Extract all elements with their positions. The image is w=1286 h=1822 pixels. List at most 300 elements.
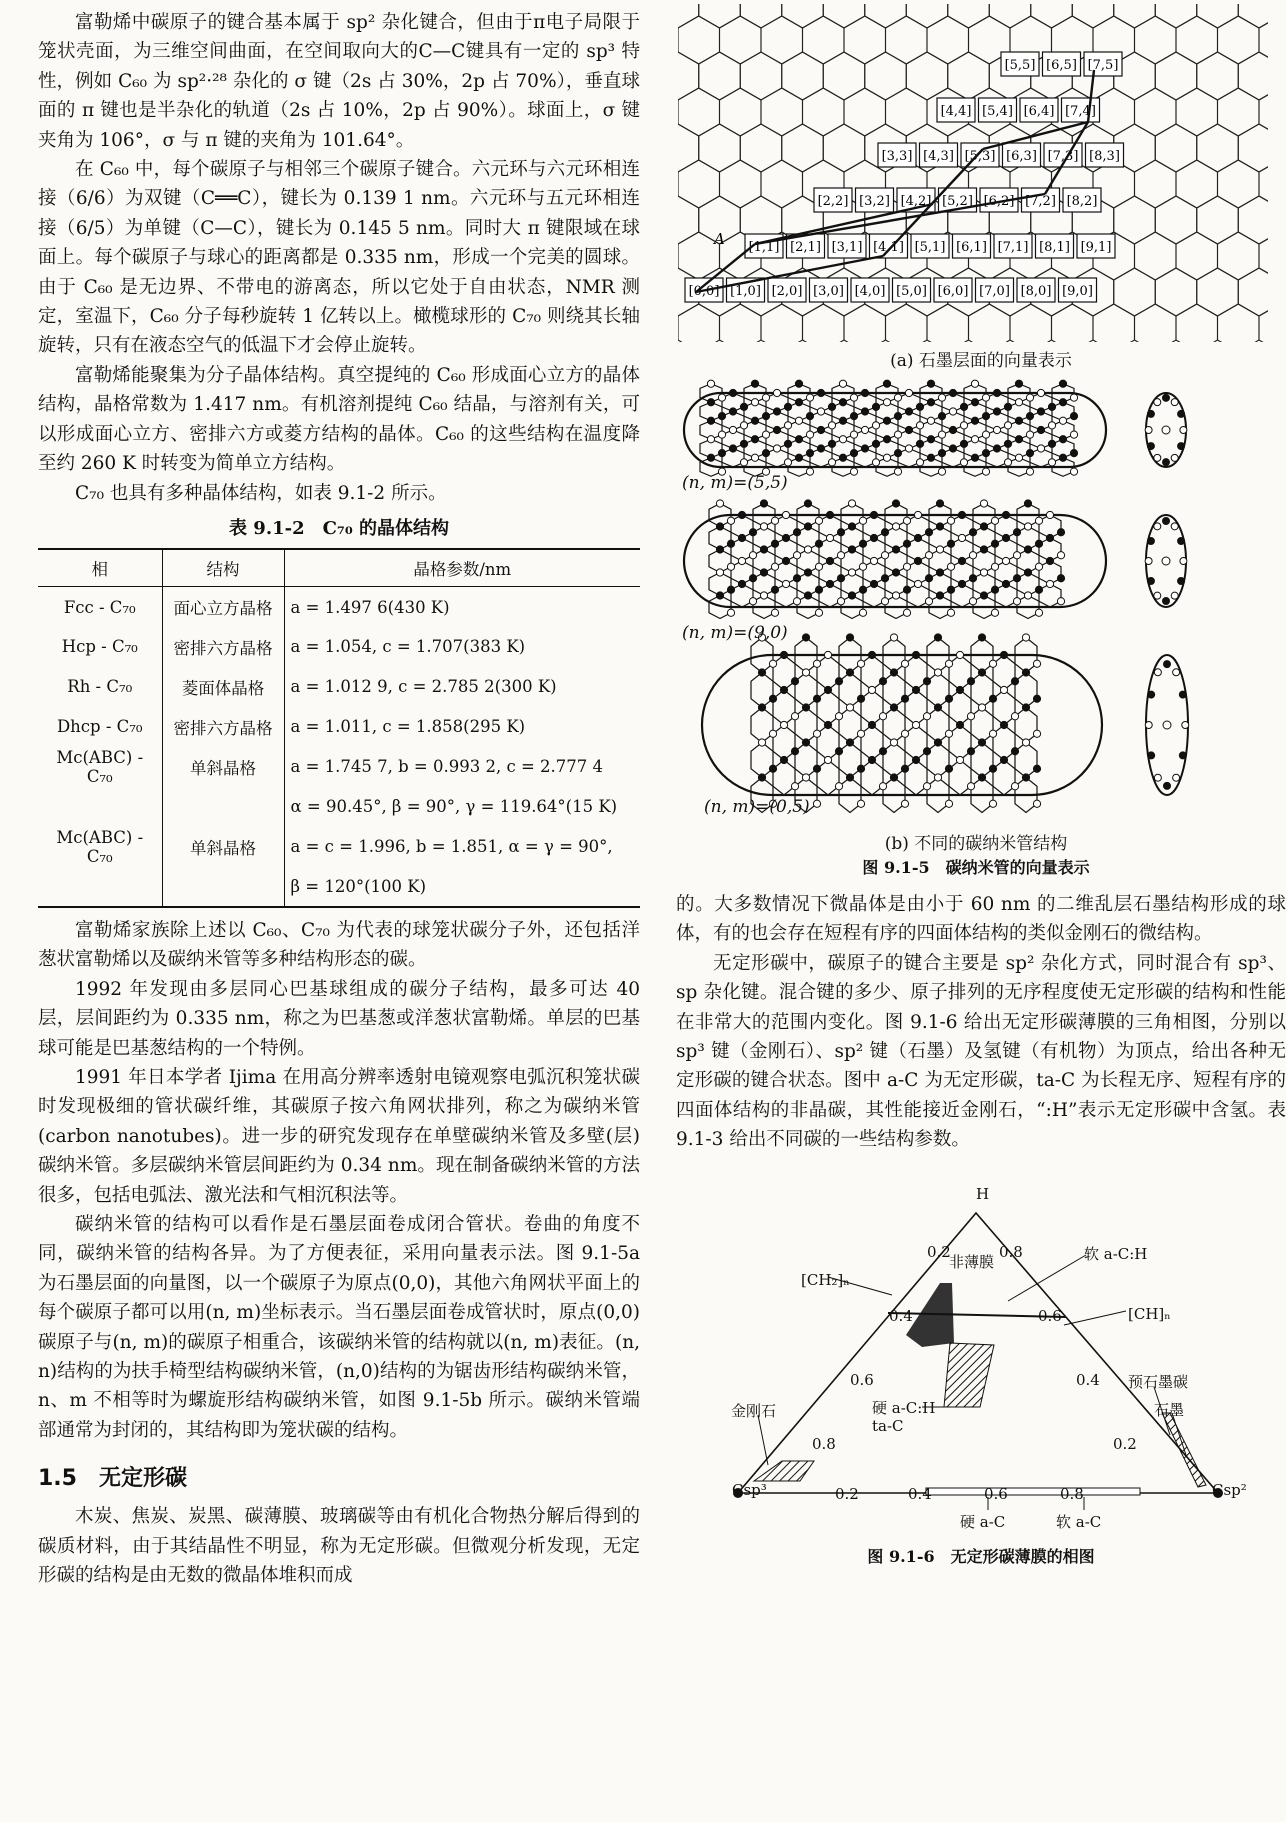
graphite-hex-grid [678, 4, 1268, 342]
atom [980, 546, 987, 553]
atom [980, 592, 987, 599]
atom [817, 426, 824, 433]
hex-cell [1176, 160, 1218, 208]
tick-right: 0.6 [1038, 1306, 1062, 1325]
atom [1000, 721, 1007, 728]
atom [1154, 669, 1161, 676]
atom [892, 546, 899, 553]
hex-cell [886, 304, 928, 342]
table-caption: 表 9.1-2 C₇₀ 的晶体结构 [229, 517, 449, 539]
atom [1182, 722, 1189, 729]
hex-cell [1052, 304, 1094, 342]
tube-label: (n, m)=(9,0) [682, 623, 788, 643]
atom [960, 440, 967, 447]
atom [993, 389, 1000, 396]
atom [793, 598, 800, 605]
atom [1070, 394, 1077, 401]
atom [879, 748, 886, 755]
atom [1022, 704, 1029, 711]
atom [835, 713, 842, 720]
atom [960, 403, 967, 410]
hex-cell [844, 88, 886, 136]
tube-hexagon [773, 690, 795, 725]
atom [839, 417, 846, 424]
hex-cell [1218, 160, 1260, 208]
atom [859, 540, 866, 547]
atom [1148, 752, 1155, 759]
atom [868, 686, 875, 693]
atom [1057, 598, 1064, 605]
atom [958, 534, 965, 541]
atom [760, 569, 767, 576]
tube-lattice [700, 384, 1074, 477]
atom [751, 417, 758, 424]
vector-label: [6,0] [937, 284, 969, 299]
vector-label: [5,0] [896, 284, 927, 299]
tube-hexagon [927, 708, 949, 743]
atom [892, 500, 899, 507]
hex-cell [1114, 196, 1156, 244]
atom [934, 634, 941, 641]
vector-label: [6,5] [1046, 58, 1077, 73]
atom [846, 739, 853, 746]
atom [1154, 523, 1161, 530]
atom [749, 598, 756, 605]
vector-label: [5,4] [982, 104, 1013, 119]
atom [945, 765, 952, 772]
vector-label: [9,0] [1062, 284, 1093, 299]
atom [729, 445, 736, 452]
hex-cell [1155, 4, 1197, 28]
hex-cell [927, 16, 969, 64]
atom [967, 678, 974, 685]
atom [879, 713, 886, 720]
atom [740, 403, 747, 410]
hex-cell [969, 304, 1011, 342]
atom [971, 399, 978, 406]
atom [758, 739, 765, 746]
atom [1035, 540, 1042, 547]
hex-cell [699, 52, 741, 100]
tube-hexagon [795, 708, 817, 743]
atom [949, 408, 956, 415]
atom [1015, 454, 1022, 461]
atom [938, 468, 945, 475]
atom [1059, 380, 1066, 387]
atom [848, 569, 855, 576]
leader-line [1064, 1311, 1126, 1325]
atom [870, 557, 877, 564]
hex-cell [761, 16, 803, 64]
atom [1000, 756, 1007, 763]
hex-cell [678, 52, 699, 100]
hex-cell [1114, 268, 1156, 316]
paragraph: 无定形碳中，碳原子的键合主要是 sp² 杂化方式，同时混合有 sp³、sp 杂化键。混合键的多少、原子排列的无序程度使无定形碳的结构和性能在非常大的范围内变化。图 9.1-6 给出无定形碳薄膜的三角相图，分别以 sp³ 键（金刚石）、sp² 键（石墨）及氢键（有机物）为顶点，给出各种无定形碳的键合状态。图中 a-C 为无定形碳，ta-C 为长程无序、短程有序的四面体结构的非晶碳，其性能接近金刚石，“:H”表示无定形碳中含氢。表 9.1-3 给出不同碳的一些结构参数。 [676, 952, 1286, 1151]
hex-cell [1176, 16, 1218, 64]
atom [883, 380, 890, 387]
atom [791, 678, 798, 685]
tube-hexagon [971, 743, 993, 778]
atom [1035, 586, 1042, 593]
atom [817, 445, 824, 452]
hex-cell [678, 4, 699, 28]
tick-left: 0.6 [850, 1370, 874, 1389]
tube-hexagon [861, 690, 883, 725]
table-cell: Mc(ABC) - C₇₀ [38, 747, 162, 787]
atom [949, 445, 956, 452]
atom [927, 454, 934, 461]
atom [1147, 538, 1154, 545]
atom [1046, 534, 1053, 541]
table-cell: 密排六方晶格 [162, 707, 284, 747]
atom [738, 511, 745, 518]
atom [1013, 529, 1020, 536]
hex-cell [1197, 4, 1239, 28]
atom [771, 563, 778, 570]
atom [802, 739, 809, 746]
atom [1026, 450, 1033, 457]
atom [1057, 552, 1064, 559]
tick-left: 0.8 [812, 1434, 836, 1453]
tube-hexagon [949, 725, 971, 760]
hex-cell [948, 4, 990, 28]
atom [881, 598, 888, 605]
hex-cell [678, 16, 720, 64]
tube-hexagon [1015, 673, 1037, 708]
atom [758, 669, 765, 676]
atom [716, 592, 723, 599]
vector-label: [2,2] [817, 194, 849, 209]
atom [857, 800, 864, 807]
atom [1037, 389, 1044, 396]
atom [925, 575, 932, 582]
hex-cell [948, 52, 990, 100]
atom [1000, 651, 1007, 658]
atom [760, 500, 767, 507]
atom [1145, 558, 1152, 565]
tube-hexagon [839, 708, 861, 743]
atom [850, 431, 857, 438]
tick-bottom: 0.8 [1060, 1484, 1084, 1503]
atom [802, 669, 809, 676]
paragraph: 在 C₆₀ 中，每个碳原子与相邻三个碳原子键合。六元环与六元环相连接（6/6）为双键（C══C），键长为 0.139 1 nm。六元环与五元环相连接（6/5）为单键（C—C），键长为 0.145 5 nm。同时大 π 键限域在球面上。每个碳原子与球心的距离都是 0.335 nm，形成一个完美的圆球。由于 C₆₀ 是无边界、不带电的游离态，所以它处于自由状态，NMR 测定，室温下，C₆₀ 分子每秒旋转 1 亿转以上。橄榄球形的 C₇₀ 则绕其长轴旋转，只有在液态空气的低温下才会停止旋转。 [38, 159, 640, 357]
atom [923, 678, 930, 685]
label-hard-ach: 硬 a-C:H [872, 1398, 936, 1417]
atom [890, 704, 897, 711]
tube-hexagon [751, 708, 773, 743]
atom [881, 575, 888, 582]
atom [1035, 563, 1042, 570]
atom [927, 399, 934, 406]
vertex-csp3: Csp³ [732, 1480, 767, 1499]
atom [923, 748, 930, 755]
hex-cell [803, 88, 845, 136]
atom [780, 686, 787, 693]
hex-cell [803, 304, 845, 342]
tube-label: (n, m)=(0,5) [704, 797, 810, 817]
atom [846, 774, 853, 781]
table-cell: 密排六方晶格 [162, 627, 284, 667]
atom [850, 394, 857, 401]
atom [791, 748, 798, 755]
atom [824, 686, 831, 693]
atom [828, 403, 835, 410]
atom [960, 422, 967, 429]
tube-hexagon [1015, 743, 1037, 778]
atom [956, 721, 963, 728]
atom [868, 651, 875, 658]
atom [707, 436, 714, 443]
atom [806, 450, 813, 457]
atom [837, 552, 844, 559]
nanotube-figure [676, 375, 1276, 880]
atom [901, 800, 908, 807]
atom [1002, 557, 1009, 564]
vector-label: [7,1] [997, 240, 1029, 255]
atom [817, 389, 824, 396]
atom [1037, 445, 1044, 452]
atom [769, 660, 776, 667]
atom [1026, 394, 1033, 401]
atom [949, 426, 956, 433]
atom [1024, 546, 1031, 553]
atom [1011, 713, 1018, 720]
tube-hexagon [751, 743, 773, 778]
table-cell: a = 1.497 6(430 K) [290, 597, 450, 617]
atom [727, 517, 734, 524]
label-pre-graphite: 预石墨碳 [1128, 1372, 1189, 1391]
atom [925, 529, 932, 536]
table-cell: Fcc - C₇₀ [38, 587, 162, 627]
atom [751, 454, 758, 461]
right-paragraphs [676, 890, 1286, 1155]
atom [1011, 678, 1018, 685]
atom [861, 389, 868, 396]
atom [1179, 752, 1186, 759]
paragraph: 富勒烯家族除上述以 C₆₀、C₇₀ 为代表的球笼状碳分子外，还包括洋葱状富勒烯以及碳纳米管等多种结构形态的碳。 [38, 919, 640, 971]
atom [890, 739, 897, 746]
hex-cell [761, 160, 803, 208]
atom [947, 563, 954, 570]
tube-hexagon [839, 673, 861, 708]
hex-cell [823, 4, 865, 28]
atom [936, 523, 943, 530]
figure-subcaption-a: (a) 石墨层面的向量表示 [890, 351, 1072, 371]
hex-cell [906, 52, 948, 100]
table-cell: 菱面体晶格 [162, 667, 284, 707]
atom [960, 459, 967, 466]
atom [1046, 511, 1053, 518]
vector-label: [7,5] [1087, 58, 1119, 73]
hex-cell [803, 16, 845, 64]
atom [916, 403, 923, 410]
atom [1024, 569, 1031, 576]
atom [707, 380, 714, 387]
atom [916, 459, 923, 466]
label-soft-ac: 软 a-C [1056, 1512, 1102, 1531]
atom [806, 413, 813, 420]
label-non-film: 非薄膜 [949, 1252, 995, 1271]
atom [993, 426, 1000, 433]
atom [883, 454, 890, 461]
atom [1171, 523, 1178, 530]
label-soft-ach: 软 a-C:H [1084, 1244, 1148, 1263]
atom [813, 765, 820, 772]
hex-cell [1155, 52, 1197, 100]
atom [782, 511, 789, 518]
atom [740, 440, 747, 447]
vector-label: [5,1] [914, 240, 946, 255]
atom [1024, 592, 1031, 599]
hex-cell [740, 4, 782, 28]
atom [1180, 558, 1187, 565]
section-heading: 1.5 无定形碳 [38, 1466, 187, 1492]
label-graphite: 石墨 [1154, 1400, 1185, 1419]
ternary-triangle [676, 1185, 1276, 1520]
atom [837, 529, 844, 536]
atom [729, 426, 736, 433]
atom [872, 422, 879, 429]
atom [905, 426, 912, 433]
atom [1033, 660, 1040, 667]
atom [934, 774, 941, 781]
tube-hexagon [883, 673, 905, 708]
atom [914, 534, 921, 541]
atom [846, 704, 853, 711]
atom [1154, 774, 1161, 781]
vector-label: [0,0] [688, 284, 720, 299]
atom [890, 774, 897, 781]
atom [892, 523, 899, 530]
table-cell: 单斜晶格 [162, 747, 284, 787]
vector-label: [4,3] [923, 149, 954, 164]
tube-hexagon [861, 655, 883, 690]
hex-cell [865, 4, 907, 28]
atom [901, 660, 908, 667]
atom [991, 609, 998, 616]
atom [912, 721, 919, 728]
table-cell: Hcp - C₇₀ [38, 627, 162, 667]
atom [861, 408, 868, 415]
atom [1145, 722, 1152, 729]
hex-cell [906, 4, 948, 28]
atom [982, 394, 989, 401]
atom [1004, 403, 1011, 410]
label-ch2: [CH₂]ₙ [801, 1270, 850, 1289]
hex-lattice [678, 4, 1268, 342]
table-row [38, 627, 640, 667]
atom [727, 609, 734, 616]
atom [795, 454, 802, 461]
table-body [38, 587, 640, 907]
hex-cell [761, 304, 803, 342]
hex-cell [678, 304, 720, 342]
atom [870, 511, 877, 518]
atom [848, 500, 855, 507]
hex-cell [1197, 268, 1239, 316]
atom [773, 445, 780, 452]
hex-cell [678, 124, 699, 172]
atom [749, 529, 756, 536]
atom [773, 389, 780, 396]
atom [826, 580, 833, 587]
atom [848, 546, 855, 553]
atom [914, 557, 921, 564]
atom [1057, 529, 1064, 536]
hex-cell [782, 52, 824, 100]
vector-label: [7,0] [979, 284, 1010, 299]
atom [1048, 440, 1055, 447]
paragraph: C₇₀ 也具有多种晶体结构，如表 9.1-2 所示。 [75, 482, 447, 504]
atom [857, 660, 864, 667]
atom [1048, 459, 1055, 466]
crystal-table [38, 548, 640, 908]
atom [826, 534, 833, 541]
atom [1164, 782, 1171, 789]
atom [806, 468, 813, 475]
atom [1148, 691, 1155, 698]
atom [1178, 443, 1185, 450]
atom [1002, 580, 1009, 587]
atom [945, 800, 952, 807]
tick-bottom: 0.2 [835, 1484, 859, 1503]
atom [936, 569, 943, 576]
right-column [676, 0, 1286, 1575]
atom [894, 468, 901, 475]
atom [1033, 730, 1040, 737]
atom [773, 426, 780, 433]
atom [859, 609, 866, 616]
atom [1163, 459, 1170, 466]
atom [1147, 410, 1154, 417]
atom [1070, 413, 1077, 420]
atom [993, 445, 1000, 452]
atom [795, 436, 802, 443]
atom [769, 730, 776, 737]
atom [738, 534, 745, 541]
atom [894, 450, 901, 457]
atom [716, 546, 723, 553]
atom [850, 468, 857, 475]
atom [978, 704, 985, 711]
hex-cell [1155, 196, 1197, 244]
atom [903, 563, 910, 570]
hex-cell [1072, 4, 1114, 28]
hex-cell [678, 196, 699, 244]
hex-cell [678, 88, 720, 136]
tube-end-cap [1145, 515, 1187, 607]
atom [936, 500, 943, 507]
hex-cell [1218, 232, 1260, 280]
atom [839, 399, 846, 406]
atom [989, 695, 996, 702]
atom [793, 552, 800, 559]
atom [1011, 783, 1018, 790]
tube-end-cap [1145, 393, 1187, 467]
table-cell: a = c = 1.996, b = 1.851, α = γ = 90°, [290, 837, 613, 857]
atom [958, 580, 965, 587]
atom [824, 756, 831, 763]
atom [848, 592, 855, 599]
atom [1179, 691, 1186, 698]
tube-hexagon [927, 673, 949, 708]
atom [927, 417, 934, 424]
atom [989, 765, 996, 772]
atom [991, 540, 998, 547]
hard-ach-region [944, 1343, 994, 1407]
vertex-h: H [976, 1184, 990, 1203]
atom [1013, 552, 1020, 559]
